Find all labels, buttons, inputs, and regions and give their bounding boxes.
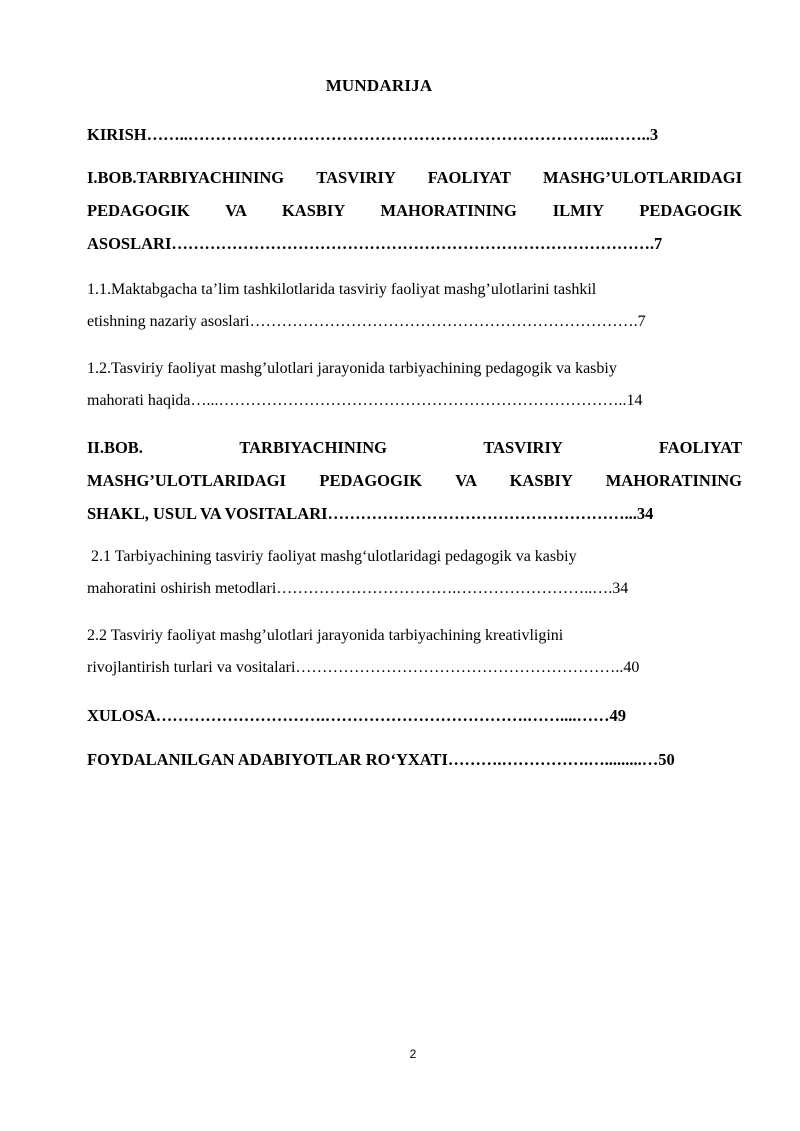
toc-line: MASHG’ULOTLARIDAGI PEDAGOGIK VA KASBIY MAHORATINING [87, 471, 742, 490]
toc-entry-xulosa[interactable] [87, 699, 742, 732]
toc-line: ASOSLARI…………………………………………………………………………….7 [87, 234, 663, 253]
toc-entry-section-2-1[interactable] [87, 541, 742, 605]
toc-entry-kirish[interactable] [87, 118, 742, 151]
toc-line: I.BOB.TARBIYACHINING TASVIRIY FAOLIYAT MASHG’ULOTLARIDAGI [87, 168, 742, 187]
toc-line: II.BOB. TARBIYACHINING TASVIRIY FAOLIYAT [87, 438, 742, 457]
toc-entry-references[interactable] [87, 743, 742, 776]
toc-line: PEDAGOGIK VA KASBIY MAHORATINING ILMIY PEDAGOGIK [87, 201, 742, 220]
toc-line: mahoratini oshirish metodlari…………………………….……………………..….34 [87, 580, 629, 597]
toc-line: KIRISH……..…………………………………………………………………..……..3 [87, 125, 659, 144]
toc-line: FOYDALANILGAN ADABIYOTLAR RO‘YXATI……….…………….….........…50 [87, 750, 675, 769]
page-title: MUNDARIJA [325, 76, 433, 95]
toc-entry-section-1-1[interactable] [87, 274, 742, 338]
toc-line: 1.1.Maktabgacha ta’lim tashkilotlarida tasviriy faoliyat mashg’ulotlarini tashkil [87, 281, 597, 298]
toc-line: SHAKL, USUL VA VOSITALARI………………………………………………...34 [87, 504, 654, 523]
toc-line: 2.1 Tarbiyachining tasviriy faoliyat mashg‘ulotlaridagi pedagogik va kasbiy [87, 548, 577, 565]
page-number: 2 [409, 1047, 417, 1061]
toc-line: etishning nazariy asoslari……………………………………………………………….7 [87, 313, 646, 330]
toc-line: 2.2 Tasviriy faoliyat mashg’ulotlari jarayonida tarbiyachining kreativligini [87, 627, 564, 644]
toc-entry-chapter-2[interactable] [87, 431, 742, 530]
toc-entry-section-1-2[interactable] [87, 353, 742, 417]
toc-line: XULOSA………………………….……………………………….……....……49 [87, 706, 627, 725]
toc-entry-section-2-2[interactable] [87, 620, 742, 684]
toc-line: rivojlantirish turlari va vositalari……………………………………………………..40 [87, 659, 640, 676]
toc-line: mahorati haqida…...…………………………………………………………………..14 [87, 392, 643, 409]
toc-line: 1.2.Tasviriy faoliyat mashg’ulotlari jarayonida tarbiyachining pedagogik va kasbiy [87, 360, 617, 377]
toc-entry-chapter-1[interactable] [87, 161, 742, 260]
